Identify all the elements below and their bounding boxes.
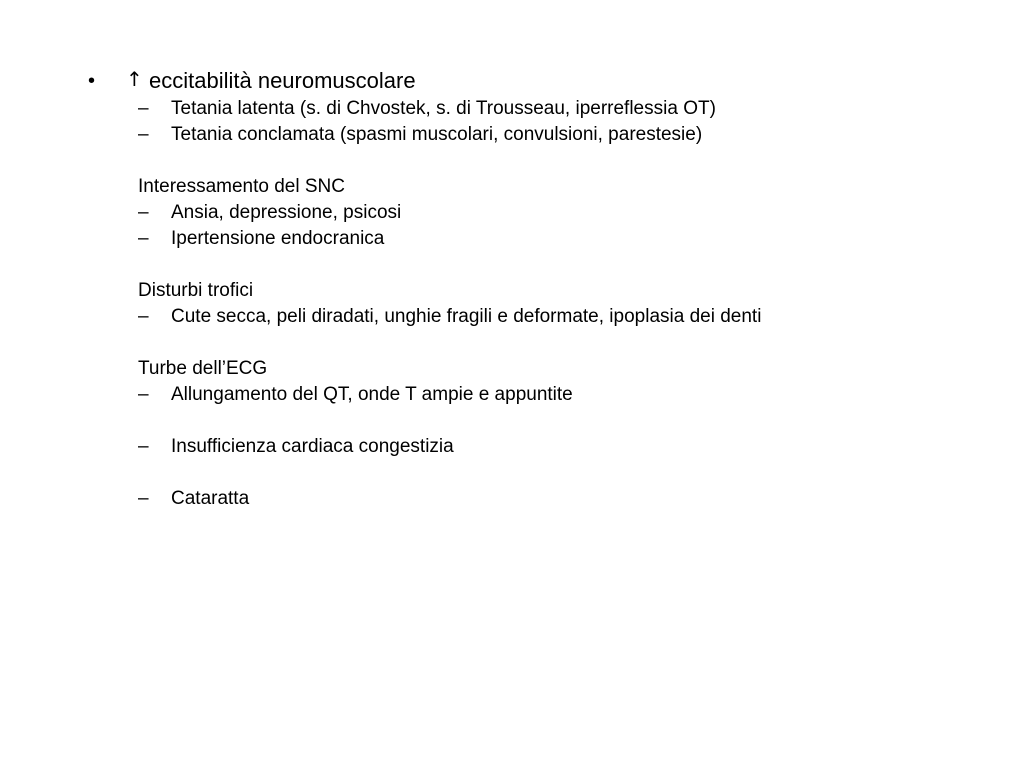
sub-item-snc-2 — [0, 226, 1024, 252]
spacer — [0, 460, 1024, 486]
heading-ecg — [0, 356, 1024, 382]
spacer — [0, 252, 1024, 278]
heading-snc — [0, 174, 1024, 200]
heading-trofici — [0, 278, 1024, 304]
dash-marker: – — [138, 488, 149, 509]
dash-marker: – — [138, 228, 149, 249]
dash-marker: – — [138, 436, 149, 457]
sub-item-trofici-1 — [0, 304, 1024, 330]
heading-text: Interessamento del SNC — [138, 176, 345, 197]
spacer — [0, 330, 1024, 356]
sub-item-tetania-conclamata — [0, 122, 1024, 148]
sub-item-insufficienza — [0, 434, 1024, 460]
sub-item-text: Cute secca, peli diradati, unghie fragili e deformate, ipoplasia dei denti — [171, 306, 762, 327]
bullet-dot: • — [88, 70, 96, 92]
sub-item-tetania-latenta — [0, 96, 1024, 122]
sub-item-text: Tetania conclamata (spasmi muscolari, convulsioni, parestesie) — [171, 124, 703, 145]
sub-item-snc-1 — [0, 200, 1024, 226]
sub-item-text: Allungamento del QT, onde T ampie e appuntite — [171, 384, 573, 405]
dash-marker: – — [138, 124, 149, 145]
sub-item-text: Ansia, depressione, psicosi — [171, 202, 402, 223]
sub-item-text: Tetania latenta (s. di Chvostek, s. di Trousseau, iperreflessia OT) — [171, 98, 716, 119]
sub-item-text: Insufficienza cardiaca congestizia — [171, 436, 454, 457]
sub-item-cataratta — [0, 486, 1024, 512]
bullet-main — [0, 66, 1024, 96]
heading-text: Disturbi trofici — [138, 280, 254, 301]
sub-item-text: Cataratta — [171, 488, 250, 509]
dash-marker: – — [138, 98, 149, 119]
dash-marker: – — [138, 306, 149, 327]
main-point-text: eccitabilità neuromuscolare — [149, 68, 416, 93]
heading-text: Turbe dell’ECG — [138, 358, 268, 379]
spacer — [0, 408, 1024, 434]
sub-item-ecg-1 — [0, 382, 1024, 408]
arrow-up-icon: ↑ — [126, 67, 143, 91]
slide-content — [0, 66, 1024, 512]
dash-marker: – — [138, 202, 149, 223]
dash-marker: – — [138, 384, 149, 405]
sub-item-text: Ipertensione endocranica — [171, 228, 385, 249]
spacer — [0, 148, 1024, 174]
